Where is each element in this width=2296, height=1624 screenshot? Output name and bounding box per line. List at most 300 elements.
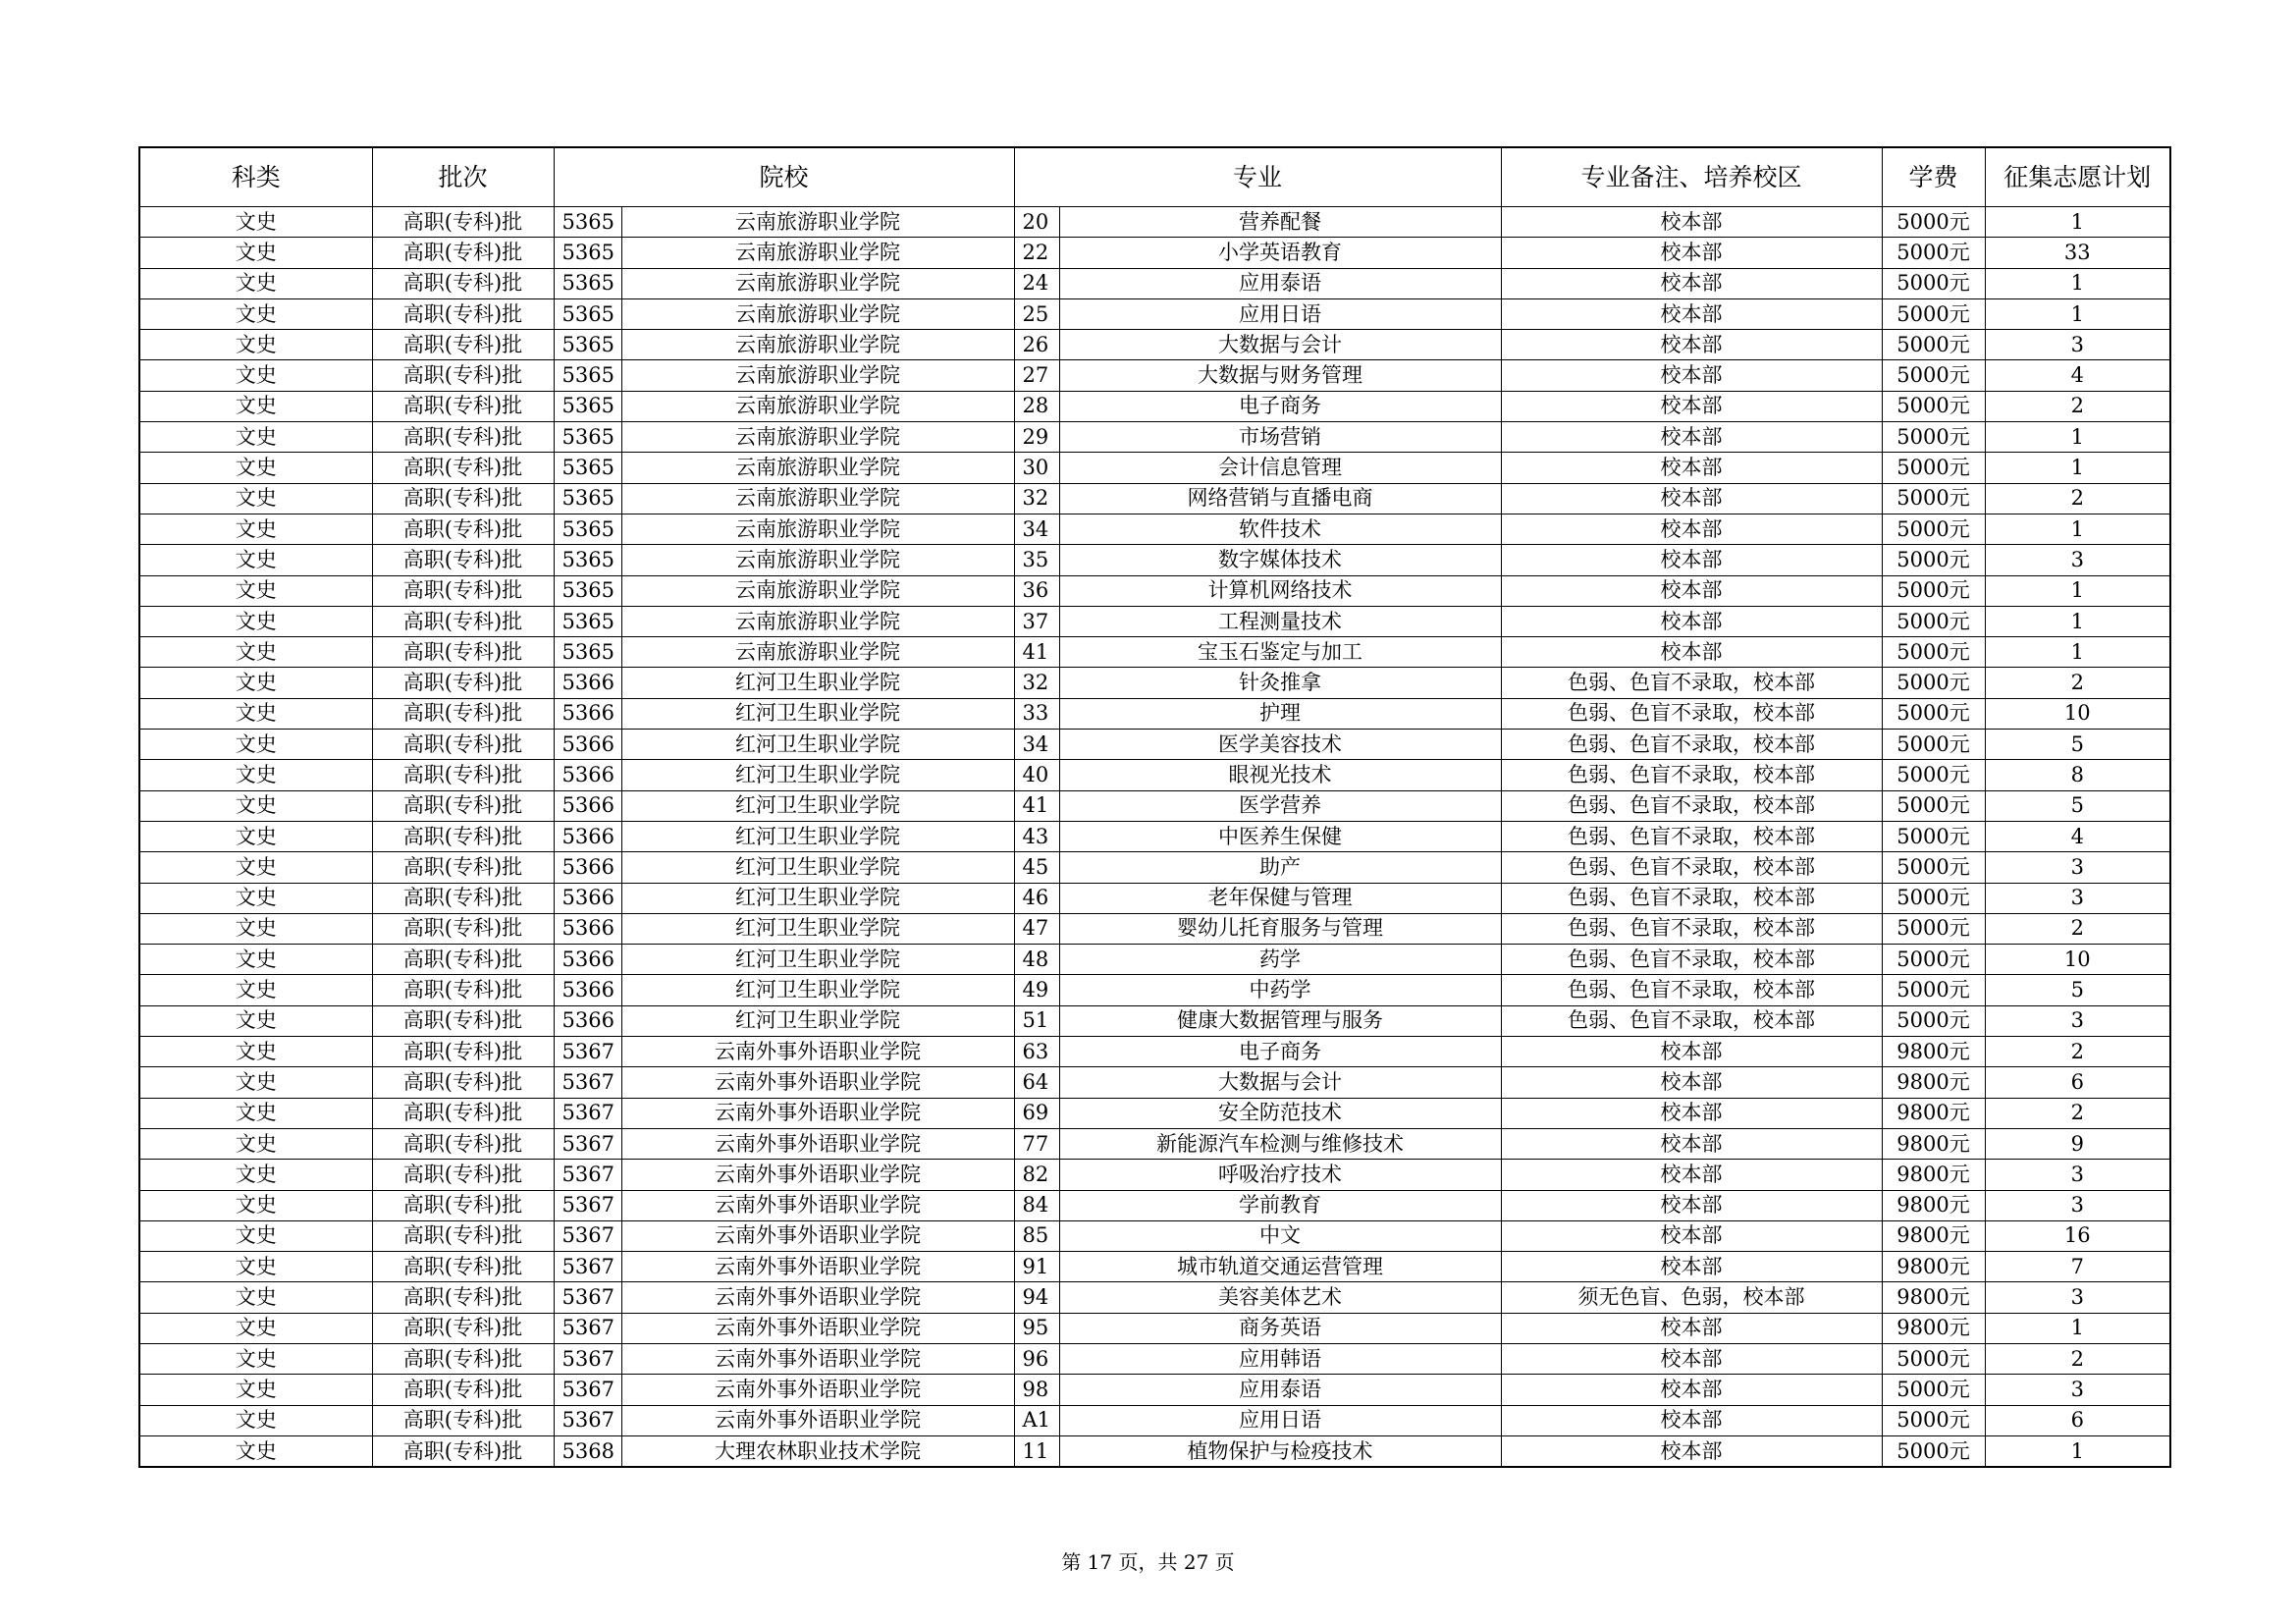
- plan-count-cell: 2: [1985, 668, 2170, 698]
- major-name-cell: 婴幼儿托育服务与管理: [1059, 913, 1501, 944]
- major-code-cell: 49: [1014, 975, 1059, 1005]
- institution-name-cell: 云南旅游职业学院: [621, 606, 1014, 636]
- category-cell: 文史: [139, 453, 372, 483]
- tuition-cell: 5000元: [1882, 883, 1985, 913]
- major-name-cell: 大数据与会计: [1059, 1067, 1501, 1098]
- category-cell: 文史: [139, 238, 372, 268]
- category-cell: 文史: [139, 790, 372, 821]
- institution-code-cell: 5365: [554, 330, 621, 360]
- institution-name-cell: 红河卫生职业学院: [621, 790, 1014, 821]
- batch-cell: 高职(专科)批: [372, 1282, 554, 1313]
- remarks-cell: 色弱、色盲不录取，校本部: [1501, 913, 1882, 944]
- institution-name-cell: 云南外事外语职业学院: [621, 1405, 1014, 1435]
- tuition-cell: 5000元: [1882, 545, 1985, 575]
- batch-cell: 高职(专科)批: [372, 852, 554, 883]
- institution-code-cell: 5365: [554, 360, 621, 391]
- plan-count-cell: 5: [1985, 730, 2170, 760]
- remarks-cell: 校本部: [1501, 606, 1882, 636]
- major-name-cell: 市场营销: [1059, 422, 1501, 453]
- batch-cell: 高职(专科)批: [372, 298, 554, 329]
- major-code-cell: 84: [1014, 1190, 1059, 1220]
- institution-code-cell: 5365: [554, 637, 621, 668]
- tuition-cell: 5000元: [1882, 698, 1985, 729]
- header-category: 科类: [139, 147, 372, 207]
- institution-name-cell: 云南旅游职业学院: [621, 453, 1014, 483]
- major-name-cell: 营养配餐: [1059, 207, 1501, 238]
- batch-cell: 高职(专科)批: [372, 1313, 554, 1343]
- institution-code-cell: 5367: [554, 1067, 621, 1098]
- tuition-cell: 9800元: [1882, 1098, 1985, 1128]
- remarks-cell: 校本部: [1501, 1405, 1882, 1435]
- tuition-cell: 5000元: [1882, 422, 1985, 453]
- institution-name-cell: 红河卫生职业学院: [621, 730, 1014, 760]
- major-code-cell: 94: [1014, 1282, 1059, 1313]
- institution-name-cell: 云南旅游职业学院: [621, 330, 1014, 360]
- major-code-cell: 98: [1014, 1375, 1059, 1405]
- table-row: [139, 1252, 2170, 1282]
- plan-count-cell: 2: [1985, 1037, 2170, 1067]
- major-code-cell: A1: [1014, 1405, 1059, 1435]
- batch-cell: 高职(专科)批: [372, 422, 554, 453]
- table-row: [139, 1098, 2170, 1128]
- category-cell: 文史: [139, 668, 372, 698]
- institution-code-cell: 5365: [554, 453, 621, 483]
- category-cell: 文史: [139, 1128, 372, 1159]
- remarks-cell: 校本部: [1501, 1343, 1882, 1374]
- plan-count-cell: 3: [1985, 883, 2170, 913]
- institution-code-cell: 5367: [554, 1252, 621, 1282]
- tuition-cell: 9800元: [1882, 1282, 1985, 1313]
- major-code-cell: 64: [1014, 1067, 1059, 1098]
- tuition-cell: 5000元: [1882, 913, 1985, 944]
- major-code-cell: 40: [1014, 760, 1059, 790]
- major-code-cell: 33: [1014, 698, 1059, 729]
- table-row: [139, 730, 2170, 760]
- major-code-cell: 27: [1014, 360, 1059, 391]
- tuition-cell: 5000元: [1882, 360, 1985, 391]
- table-row: [139, 945, 2170, 975]
- plan-count-cell: 2: [1985, 1343, 2170, 1374]
- major-name-cell: 美容美体艺术: [1059, 1282, 1501, 1313]
- table-row: [139, 514, 2170, 544]
- header-batch: 批次: [372, 147, 554, 207]
- institution-code-cell: 5367: [554, 1343, 621, 1374]
- institution-name-cell: 云南外事外语职业学院: [621, 1375, 1014, 1405]
- remarks-cell: 校本部: [1501, 1435, 1882, 1467]
- remarks-cell: 色弱、色盲不录取，校本部: [1501, 1005, 1882, 1036]
- category-cell: 文史: [139, 575, 372, 606]
- tuition-cell: 5000元: [1882, 1405, 1985, 1435]
- plan-count-cell: 7: [1985, 1252, 2170, 1282]
- major-name-cell: 医学美容技术: [1059, 730, 1501, 760]
- institution-name-cell: 红河卫生职业学院: [621, 821, 1014, 851]
- table-row: [139, 483, 2170, 514]
- tuition-cell: 5000元: [1882, 668, 1985, 698]
- batch-cell: 高职(专科)批: [372, 760, 554, 790]
- table-header: [139, 147, 2170, 207]
- header-enrollment-plan: 征集志愿计划: [1985, 147, 2170, 207]
- table-row: [139, 453, 2170, 483]
- batch-cell: 高职(专科)批: [372, 1405, 554, 1435]
- table-row: [139, 298, 2170, 329]
- major-code-cell: 35: [1014, 545, 1059, 575]
- remarks-cell: 校本部: [1501, 637, 1882, 668]
- institution-code-cell: 5365: [554, 298, 621, 329]
- remarks-cell: 校本部: [1501, 238, 1882, 268]
- tuition-cell: 5000元: [1882, 637, 1985, 668]
- tuition-cell: 5000元: [1882, 330, 1985, 360]
- institution-name-cell: 云南外事外语职业学院: [621, 1128, 1014, 1159]
- remarks-cell: 色弱、色盲不录取，校本部: [1501, 852, 1882, 883]
- category-cell: 文史: [139, 483, 372, 514]
- tuition-cell: 5000元: [1882, 1435, 1985, 1467]
- table-row: [139, 975, 2170, 1005]
- table-row: [139, 1037, 2170, 1067]
- category-cell: 文史: [139, 1160, 372, 1190]
- table-row: [139, 207, 2170, 238]
- plan-count-cell: 3: [1985, 545, 2170, 575]
- batch-cell: 高职(专科)批: [372, 1005, 554, 1036]
- table-row: [139, 1220, 2170, 1251]
- category-cell: 文史: [139, 883, 372, 913]
- major-name-cell: 老年保健与管理: [1059, 883, 1501, 913]
- major-code-cell: 24: [1014, 268, 1059, 298]
- major-name-cell: 助产: [1059, 852, 1501, 883]
- tuition-cell: 5000元: [1882, 975, 1985, 1005]
- tuition-cell: 5000元: [1882, 514, 1985, 544]
- tuition-cell: 9800元: [1882, 1160, 1985, 1190]
- major-code-cell: 41: [1014, 790, 1059, 821]
- major-code-cell: 77: [1014, 1128, 1059, 1159]
- institution-name-cell: 云南旅游职业学院: [621, 391, 1014, 421]
- institution-name-cell: 云南外事外语职业学院: [621, 1343, 1014, 1374]
- major-code-cell: 43: [1014, 821, 1059, 851]
- table-row: [139, 606, 2170, 636]
- tuition-cell: 9800元: [1882, 1220, 1985, 1251]
- category-cell: 文史: [139, 852, 372, 883]
- major-name-cell: 眼视光技术: [1059, 760, 1501, 790]
- institution-name-cell: 大理农林职业技术学院: [621, 1435, 1014, 1467]
- institution-code-cell: 5365: [554, 422, 621, 453]
- major-code-cell: 51: [1014, 1005, 1059, 1036]
- plan-count-cell: 4: [1985, 360, 2170, 391]
- tuition-cell: 5000元: [1882, 238, 1985, 268]
- category-cell: 文史: [139, 1435, 372, 1467]
- major-code-cell: 82: [1014, 1160, 1059, 1190]
- institution-code-cell: 5366: [554, 945, 621, 975]
- tuition-cell: 5000元: [1882, 1343, 1985, 1374]
- table-row: [139, 360, 2170, 391]
- batch-cell: 高职(专科)批: [372, 268, 554, 298]
- major-name-cell: 学前教育: [1059, 1190, 1501, 1220]
- major-name-cell: 中医养生保健: [1059, 821, 1501, 851]
- institution-name-cell: 云南旅游职业学院: [621, 483, 1014, 514]
- plan-count-cell: 2: [1985, 913, 2170, 944]
- tuition-cell: 9800元: [1882, 1037, 1985, 1067]
- table-row: [139, 637, 2170, 668]
- remarks-cell: 色弱、色盲不录取，校本部: [1501, 790, 1882, 821]
- table-row: [139, 1282, 2170, 1313]
- institution-name-cell: 云南旅游职业学院: [621, 298, 1014, 329]
- major-name-cell: 中药学: [1059, 975, 1501, 1005]
- plan-count-cell: 1: [1985, 1435, 2170, 1467]
- major-name-cell: 应用泰语: [1059, 268, 1501, 298]
- institution-name-cell: 红河卫生职业学院: [621, 668, 1014, 698]
- remarks-cell: 校本部: [1501, 1160, 1882, 1190]
- remarks-cell: 校本部: [1501, 1220, 1882, 1251]
- plan-count-cell: 1: [1985, 207, 2170, 238]
- institution-code-cell: 5366: [554, 790, 621, 821]
- batch-cell: 高职(专科)批: [372, 545, 554, 575]
- major-name-cell: 针灸推拿: [1059, 668, 1501, 698]
- institution-name-cell: 云南外事外语职业学院: [621, 1160, 1014, 1190]
- major-name-cell: 大数据与会计: [1059, 330, 1501, 360]
- category-cell: 文史: [139, 298, 372, 329]
- remarks-cell: 校本部: [1501, 575, 1882, 606]
- major-code-cell: 37: [1014, 606, 1059, 636]
- category-cell: 文史: [139, 760, 372, 790]
- remarks-cell: 色弱、色盲不录取，校本部: [1501, 883, 1882, 913]
- remarks-cell: 校本部: [1501, 1037, 1882, 1067]
- category-cell: 文史: [139, 545, 372, 575]
- table-row: [139, 268, 2170, 298]
- institution-name-cell: 云南旅游职业学院: [621, 545, 1014, 575]
- table-row: [139, 1313, 2170, 1343]
- institution-name-cell: 云南外事外语职业学院: [621, 1252, 1014, 1282]
- remarks-cell: 校本部: [1501, 453, 1882, 483]
- table-row: [139, 668, 2170, 698]
- institution-name-cell: 红河卫生职业学院: [621, 1005, 1014, 1036]
- institution-code-cell: 5365: [554, 207, 621, 238]
- table-row: [139, 883, 2170, 913]
- remarks-cell: 校本部: [1501, 1067, 1882, 1098]
- remarks-cell: 校本部: [1501, 514, 1882, 544]
- batch-cell: 高职(专科)批: [372, 821, 554, 851]
- batch-cell: 高职(专科)批: [372, 668, 554, 698]
- major-code-cell: 47: [1014, 913, 1059, 944]
- institution-code-cell: 5367: [554, 1098, 621, 1128]
- major-code-cell: 96: [1014, 1343, 1059, 1374]
- major-code-cell: 85: [1014, 1220, 1059, 1251]
- plan-count-cell: 2: [1985, 483, 2170, 514]
- major-name-cell: 应用泰语: [1059, 1375, 1501, 1405]
- table-row: [139, 575, 2170, 606]
- plan-count-cell: 5: [1985, 975, 2170, 1005]
- major-name-cell: 应用日语: [1059, 1405, 1501, 1435]
- plan-count-cell: 6: [1985, 1405, 2170, 1435]
- institution-name-cell: 云南旅游职业学院: [621, 575, 1014, 606]
- batch-cell: 高职(专科)批: [372, 730, 554, 760]
- institution-name-cell: 云南外事外语职业学院: [621, 1220, 1014, 1251]
- table-row: [139, 1375, 2170, 1405]
- remarks-cell: 校本部: [1501, 330, 1882, 360]
- batch-cell: 高职(专科)批: [372, 238, 554, 268]
- institution-name-cell: 红河卫生职业学院: [621, 883, 1014, 913]
- institution-code-cell: 5366: [554, 668, 621, 698]
- major-name-cell: 医学营养: [1059, 790, 1501, 821]
- institution-code-cell: 5366: [554, 883, 621, 913]
- major-name-cell: 安全防范技术: [1059, 1098, 1501, 1128]
- major-name-cell: 软件技术: [1059, 514, 1501, 544]
- remarks-cell: 色弱、色盲不录取，校本部: [1501, 975, 1882, 1005]
- category-cell: 文史: [139, 1405, 372, 1435]
- institution-code-cell: 5366: [554, 730, 621, 760]
- batch-cell: 高职(专科)批: [372, 453, 554, 483]
- table-row: [139, 852, 2170, 883]
- batch-cell: 高职(专科)批: [372, 391, 554, 421]
- remarks-cell: 校本部: [1501, 298, 1882, 329]
- remarks-cell: 校本部: [1501, 268, 1882, 298]
- remarks-cell: 色弱、色盲不录取，校本部: [1501, 668, 1882, 698]
- tuition-cell: 5000元: [1882, 945, 1985, 975]
- institution-code-cell: 5367: [554, 1160, 621, 1190]
- major-name-cell: 药学: [1059, 945, 1501, 975]
- category-cell: 文史: [139, 821, 372, 851]
- tuition-cell: 5000元: [1882, 821, 1985, 851]
- tuition-cell: 5000元: [1882, 790, 1985, 821]
- category-cell: 文史: [139, 1005, 372, 1036]
- tuition-cell: 5000元: [1882, 298, 1985, 329]
- major-name-cell: 大数据与财务管理: [1059, 360, 1501, 391]
- table-row: [139, 1005, 2170, 1036]
- plan-count-cell: 33: [1985, 238, 2170, 268]
- category-cell: 文史: [139, 514, 372, 544]
- plan-count-cell: 1: [1985, 453, 2170, 483]
- plan-count-cell: 2: [1985, 391, 2170, 421]
- institution-code-cell: 5367: [554, 1282, 621, 1313]
- category-cell: 文史: [139, 1282, 372, 1313]
- batch-cell: 高职(专科)批: [372, 883, 554, 913]
- major-name-cell: 应用日语: [1059, 298, 1501, 329]
- plan-count-cell: 3: [1985, 1282, 2170, 1313]
- batch-cell: 高职(专科)批: [372, 1220, 554, 1251]
- batch-cell: 高职(专科)批: [372, 698, 554, 729]
- major-name-cell: 新能源汽车检测与维修技术: [1059, 1128, 1501, 1159]
- major-name-cell: 呼吸治疗技术: [1059, 1160, 1501, 1190]
- table-row: [139, 698, 2170, 729]
- institution-code-cell: 5365: [554, 545, 621, 575]
- remarks-cell: 色弱、色盲不录取，校本部: [1501, 730, 1882, 760]
- batch-cell: 高职(专科)批: [372, 514, 554, 544]
- table-row: [139, 1343, 2170, 1374]
- header-row: [139, 147, 2170, 207]
- major-code-cell: 20: [1014, 207, 1059, 238]
- batch-cell: 高职(专科)批: [372, 1343, 554, 1374]
- remarks-cell: 色弱、色盲不录取，校本部: [1501, 821, 1882, 851]
- institution-name-cell: 云南外事外语职业学院: [621, 1037, 1014, 1067]
- category-cell: 文史: [139, 1313, 372, 1343]
- institution-code-cell: 5366: [554, 913, 621, 944]
- major-name-cell: 商务英语: [1059, 1313, 1501, 1343]
- batch-cell: 高职(专科)批: [372, 637, 554, 668]
- table-row: [139, 1067, 2170, 1098]
- institution-code-cell: 5365: [554, 238, 621, 268]
- institution-name-cell: 云南旅游职业学院: [621, 514, 1014, 544]
- institution-code-cell: 5367: [554, 1313, 621, 1343]
- major-name-cell: 数字媒体技术: [1059, 545, 1501, 575]
- table-row: [139, 1190, 2170, 1220]
- major-code-cell: 91: [1014, 1252, 1059, 1282]
- institution-code-cell: 5365: [554, 268, 621, 298]
- plan-count-cell: 3: [1985, 330, 2170, 360]
- major-code-cell: 29: [1014, 422, 1059, 453]
- institution-code-cell: 5367: [554, 1037, 621, 1067]
- category-cell: 文史: [139, 1375, 372, 1405]
- institution-name-cell: 红河卫生职业学院: [621, 698, 1014, 729]
- plan-count-cell: 3: [1985, 1190, 2170, 1220]
- category-cell: 文史: [139, 422, 372, 453]
- tuition-cell: 5000元: [1882, 483, 1985, 514]
- plan-count-cell: 3: [1985, 1005, 2170, 1036]
- tuition-cell: 5000元: [1882, 453, 1985, 483]
- major-code-cell: 41: [1014, 637, 1059, 668]
- remarks-cell: 校本部: [1501, 1313, 1882, 1343]
- remarks-cell: 校本部: [1501, 360, 1882, 391]
- major-name-cell: 中文: [1059, 1220, 1501, 1251]
- institution-code-cell: 5367: [554, 1128, 621, 1159]
- major-name-cell: 工程测量技术: [1059, 606, 1501, 636]
- institution-code-cell: 5365: [554, 606, 621, 636]
- plan-count-cell: 1: [1985, 298, 2170, 329]
- category-cell: 文史: [139, 1343, 372, 1374]
- batch-cell: 高职(专科)批: [372, 945, 554, 975]
- category-cell: 文史: [139, 698, 372, 729]
- plan-count-cell: 9: [1985, 1128, 2170, 1159]
- major-name-cell: 植物保护与检疫技术: [1059, 1435, 1501, 1467]
- major-name-cell: 应用韩语: [1059, 1343, 1501, 1374]
- institution-code-cell: 5365: [554, 514, 621, 544]
- tuition-cell: 5000元: [1882, 606, 1985, 636]
- category-cell: 文史: [139, 1067, 372, 1098]
- remarks-cell: 校本部: [1501, 207, 1882, 238]
- tuition-cell: 5000元: [1882, 268, 1985, 298]
- major-code-cell: 48: [1014, 945, 1059, 975]
- header-remarks-campus: 专业备注、培养校区: [1501, 147, 1882, 207]
- header-major: 专业: [1014, 147, 1501, 207]
- plan-count-cell: 10: [1985, 698, 2170, 729]
- major-code-cell: 63: [1014, 1037, 1059, 1067]
- tuition-cell: 9800元: [1882, 1190, 1985, 1220]
- remarks-cell: 色弱、色盲不录取，校本部: [1501, 698, 1882, 729]
- table-row: [139, 790, 2170, 821]
- major-code-cell: 34: [1014, 730, 1059, 760]
- category-cell: 文史: [139, 975, 372, 1005]
- batch-cell: 高职(专科)批: [372, 606, 554, 636]
- major-code-cell: 69: [1014, 1098, 1059, 1128]
- category-cell: 文史: [139, 1220, 372, 1251]
- institution-name-cell: 云南外事外语职业学院: [621, 1067, 1014, 1098]
- remarks-cell: 色弱、色盲不录取，校本部: [1501, 945, 1882, 975]
- institution-code-cell: 5366: [554, 760, 621, 790]
- institution-code-cell: 5366: [554, 852, 621, 883]
- table-row: [139, 330, 2170, 360]
- institution-name-cell: 云南旅游职业学院: [621, 360, 1014, 391]
- batch-cell: 高职(专科)批: [372, 1128, 554, 1159]
- table-body: [139, 207, 2170, 1468]
- tuition-cell: 5000元: [1882, 730, 1985, 760]
- table-row: [139, 913, 2170, 944]
- institution-code-cell: 5367: [554, 1375, 621, 1405]
- batch-cell: 高职(专科)批: [372, 575, 554, 606]
- batch-cell: 高职(专科)批: [372, 330, 554, 360]
- batch-cell: 高职(专科)批: [372, 1067, 554, 1098]
- plan-count-cell: 10: [1985, 945, 2170, 975]
- institution-name-cell: 云南外事外语职业学院: [621, 1190, 1014, 1220]
- remarks-cell: 校本部: [1501, 1252, 1882, 1282]
- institution-name-cell: 云南旅游职业学院: [621, 268, 1014, 298]
- major-code-cell: 32: [1014, 483, 1059, 514]
- major-name-cell: 护理: [1059, 698, 1501, 729]
